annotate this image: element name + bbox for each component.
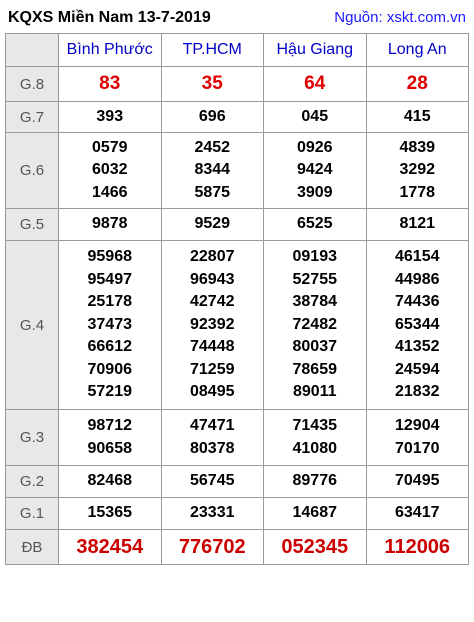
prize-cell [264,530,367,565]
prize-number: 0926 [296,138,333,156]
prize-number: 96943 [190,270,235,288]
prize-cell [161,67,264,102]
prize-cell [264,102,367,133]
province-header-row [6,34,469,67]
prize-cell [366,530,469,565]
prize-row [6,241,469,410]
prize-number: 23331 [190,504,235,522]
prize-number: 4839 [399,138,436,156]
page-title: KQXS Miền Nam 13-7-2019 [8,9,211,26]
prize-number: 52755 [292,270,337,288]
province-header[interactable]: Hậu Giang [264,34,367,67]
prize-row [6,410,469,466]
prize-rows [6,67,469,565]
province-header[interactable]: Bình Phước [59,34,162,67]
prize-cell [59,67,162,102]
prize-number: 12904 [395,416,440,434]
prize-number: 92392 [190,315,235,333]
prize-label: G.3 [6,410,59,466]
prize-number: 82468 [87,472,132,490]
prize-number: 112006 [384,535,451,558]
prize-number: 3909 [296,183,333,201]
prize-number: 382454 [76,535,144,558]
prize-number: 3292 [399,161,436,179]
prize-cell [366,102,469,133]
prize-row [6,466,469,498]
prize-number: 72482 [292,315,337,333]
prize-label: G.7 [6,102,59,133]
province-header[interactable]: Long An [366,34,469,67]
prize-number: 9878 [91,215,128,233]
prize-number: 5875 [194,183,231,201]
prize-number: 78659 [292,360,337,378]
prize-number: 71259 [190,360,235,378]
prize-cell [264,67,367,102]
prize-number: 28 [406,72,428,94]
prize-number: 95497 [87,270,132,288]
prize-cell [59,530,162,565]
prize-number: 41080 [292,439,337,457]
prize-number: 89011 [292,383,337,401]
prize-cell [161,466,264,498]
prize-number: 415 [403,107,431,125]
prize-cell [264,209,367,241]
prize-number: 1466 [91,183,128,201]
prize-number: 24594 [395,360,440,378]
province-header[interactable]: TP.HCM [161,34,264,67]
prize-cell [366,498,469,530]
prize-number: 6525 [296,215,333,233]
prize-number: 9529 [194,215,231,233]
prize-cell [59,466,162,498]
prize-number: 41352 [395,338,440,356]
prize-cell [59,498,162,530]
prize-cell [264,498,367,530]
prize-number: 776702 [178,535,246,558]
prize-number: 9424 [296,161,333,179]
prize-number: 6032 [91,161,128,179]
prize-number: 70170 [395,439,440,457]
prize-number: 89776 [292,472,337,490]
prize-cell [366,466,469,498]
prize-number: 15365 [87,504,132,522]
prize-cell [366,133,469,209]
prize-cell [264,410,367,466]
prize-row [6,67,469,102]
prize-label: G.1 [6,498,59,530]
prize-label: G.5 [6,209,59,241]
prize-number: 045 [301,107,329,125]
prize-cell [161,133,264,209]
prize-row [6,209,469,241]
prize-number: 09193 [292,247,337,265]
prize-number: 696 [198,107,226,125]
prize-cell [366,241,469,410]
prize-cell [161,241,264,410]
prize-number: 8121 [399,215,436,233]
prize-number: 74436 [395,293,440,311]
prize-number: 21832 [395,383,440,401]
prize-number: 90658 [87,439,132,457]
prize-row [6,498,469,530]
prize-cell [161,498,264,530]
prize-cell [264,466,367,498]
prize-number: 393 [96,107,124,125]
corner-cell [6,34,59,67]
prize-number: 1778 [399,183,436,201]
prize-cell [161,530,264,565]
results-table [5,33,469,565]
prize-cell [161,102,264,133]
prize-number: 70495 [395,472,440,490]
prize-row [6,530,469,565]
prize-number: 47471 [190,416,235,434]
prize-number: 95968 [87,247,132,265]
prize-number: 2452 [194,138,231,156]
prize-row [6,102,469,133]
prize-number: 08495 [190,383,235,401]
prize-number: 46154 [395,247,440,265]
prize-number: 052345 [281,535,349,558]
prize-number: 37473 [87,315,132,333]
prize-number: 83 [99,72,121,94]
prize-cell [59,133,162,209]
source-link[interactable]: Nguồn: xskt.com.vn [334,9,466,26]
prize-cell [264,133,367,209]
prize-cell [59,410,162,466]
prize-cell [161,209,264,241]
prize-label: G.4 [6,241,59,410]
prize-cell [366,209,469,241]
prize-number: 74448 [190,338,235,356]
prize-number: 71435 [292,416,337,434]
prize-number: 42742 [190,293,235,311]
prize-number: 8344 [194,161,231,179]
prize-number: 25178 [87,293,132,311]
prize-cell [264,241,367,410]
prize-number: 63417 [395,504,440,522]
prize-number: 80037 [292,338,337,356]
prize-number: 70906 [87,360,132,378]
prize-cell [366,410,469,466]
prize-label: G.8 [6,67,59,102]
prize-number: 14687 [292,504,337,522]
prize-number: 98712 [87,416,132,434]
prize-label: ĐB [6,530,59,565]
prize-cell [366,67,469,102]
prize-number: 38784 [292,293,337,311]
prize-label: G.2 [6,466,59,498]
prize-cell [59,209,162,241]
prize-number: 64 [304,72,326,94]
prize-row [6,133,469,209]
prize-number: 65344 [395,315,440,333]
prize-number: 57219 [87,383,132,401]
prize-number: 44986 [395,270,440,288]
prize-number: 80378 [190,439,235,457]
prize-cell [59,102,162,133]
prize-number: 35 [201,72,223,94]
page-header [6,6,468,28]
prize-number: 0579 [91,138,128,156]
prize-number: 56745 [190,472,235,490]
prize-number: 22807 [190,247,235,265]
prize-cell [161,410,264,466]
prize-number: 66612 [87,338,132,356]
prize-label: G.6 [6,133,59,209]
prize-cell [59,241,162,410]
